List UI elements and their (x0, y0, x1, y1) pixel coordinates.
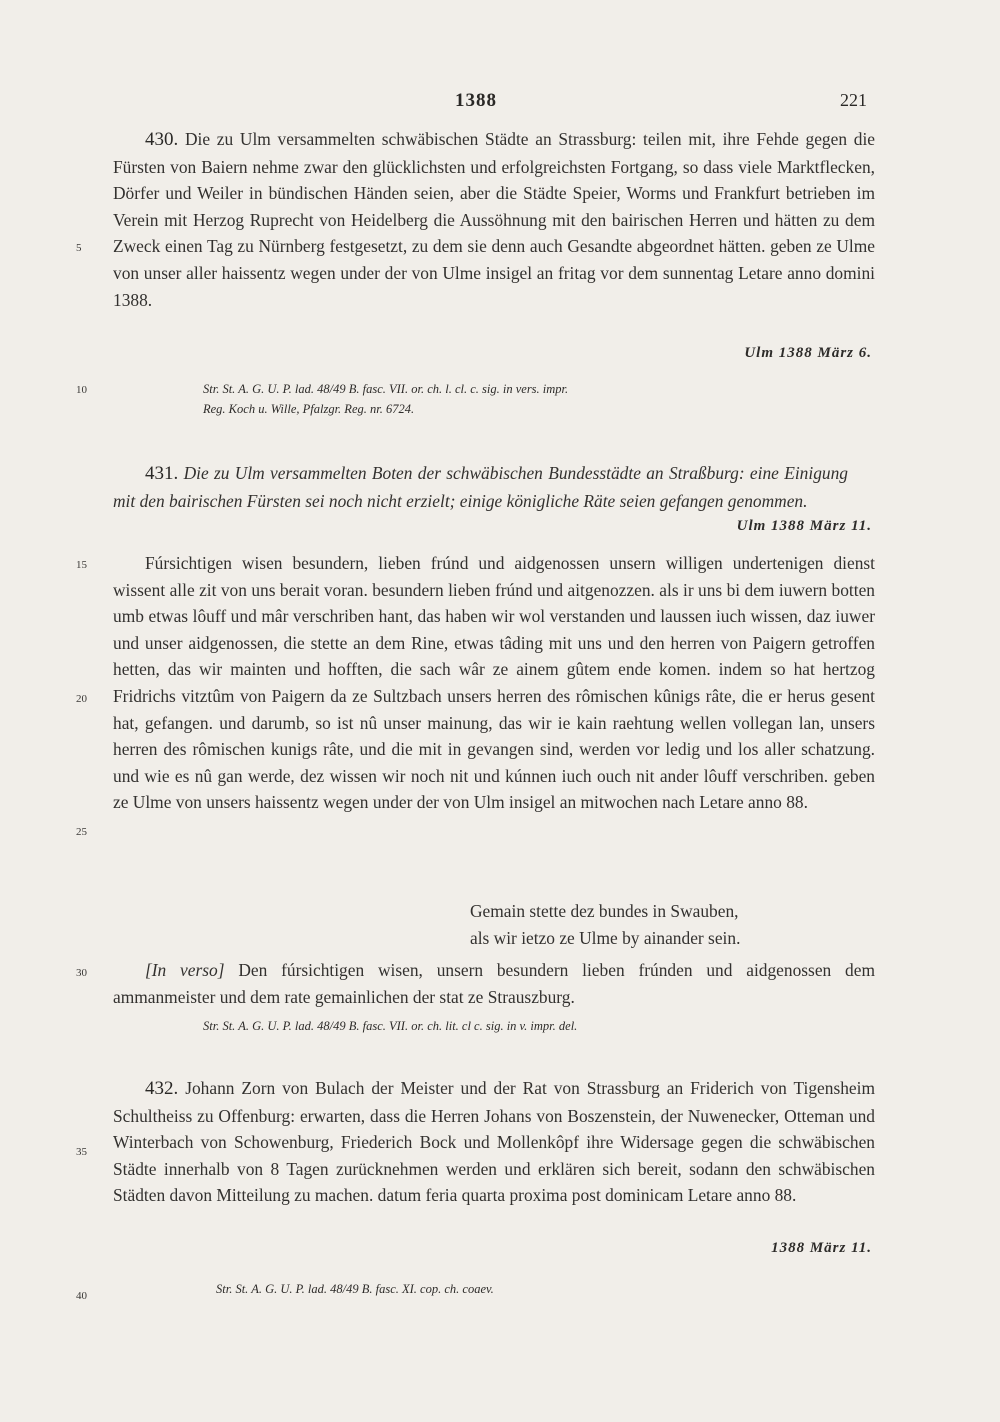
running-header-year: 1388 (455, 90, 497, 111)
document-431-closing-2: als wir ietzo ze Ulme by ainander sein. (470, 928, 741, 948)
document-431-verso-label: [In verso] (145, 960, 225, 980)
document-430-source-1: Str. St. A. G. U. P. lad. 48/49 B. fasc. VII. or. ch. l. cl. c. sig. in vers. impr. (203, 382, 569, 396)
document-number-430: 430. (145, 129, 179, 150)
document-432-text: Johann Zorn von Bulach der Meister und der Rat von Strassburg an Friderich von Tigensheim Schultheiss zu Offenburg: erwarten, dass die Herren Johans von Boszenstein, der Nuwenecker, Otteman und Winterbach von Schowenburg, Friederich Bock und Mollenkôpf ihre Widersage gegen die schwäbischen Städte innerhalb von 8 Tagen zurücknehmen werden und erklären sich bereit, sodann den schwäbischen Städten davon Mitteilung zu machen. datum feria quarta proxima post dominicam Letare anno 88. (113, 1078, 875, 1206)
line-number-5: 5 (76, 242, 82, 254)
line-number-35: 35 (76, 1146, 87, 1158)
line-number-20: 20 (76, 693, 87, 705)
document-430-source-2: Reg. Koch u. Wille, Pfalzgr. Reg. nr. 6724. (203, 402, 415, 416)
line-number-10: 10 (76, 384, 87, 396)
document-432-regest (113, 1075, 875, 1209)
document-431-closing-1: Gemain stette dez bundes in Swauben, (470, 901, 739, 921)
document-430-date: Ulm 1388 März 6. (744, 345, 872, 361)
page-number: 221 (840, 90, 867, 110)
document-431-summary: Die zu Ulm versammelten Boten der schwäbischen Bundesstädte an Straßburg: eine Einigung mit den bairischen Fürsten sei noch nicht erzielt; einige königliche Räte seien gefangen genommen. (113, 463, 848, 511)
document-number-431: 431. (145, 463, 179, 484)
document-431-date: Ulm 1388 März 11. (736, 518, 872, 534)
document-431-verso-text: Den fúrsichtigen wisen, unsern besundern lieben frúnden und aidgenossen dem ammanmeister und dem rate gemainlichen der stat ze Strauszburg. (113, 960, 875, 1007)
document-431-text: Fúrsichtigen wisen besundern, lieben frúnd und aidgenossen unsern willigen undertenigen dienst wissent alle zit von uns berait voran. besundern lieben frúnd und aitgenozzen. als ir uns bi dem iuwern botten umb etwas lôuff und mâr verschriben hant, das haben wir wol verstanden und laussen iuch wissen, daz iuwer und unser aidgenossen, die stette an dem Rine, etwas tâding mit uns und den herren von Paigern getroffen hetten, das wir mainten und hofften, die sach wâr ze ainem gûtem ende komen. indem so hat hertzog Fridrichs vitztûm von Paigern da ze Sultzbach unsers herren des rômischen kûnigs râte, die er herus gesent hat, gefangen. und darumb, so ist nû unser mainung, das wir ie kain raehtung wellen vollegan lan, unsers herren des rômischen kunigs râte, und die mit in gevangen sind, werden vor ledig und los aller schatzung. und wie es nû gan werde, dez wissen wir noch nit und kúnnen iuch ouch nit ander lôuff verschriben. geben ze Ulme von unsers haissentz wegen under der von Ulm insigel an mitwochen nach Letare anno 88. (113, 553, 875, 813)
document-432-source: Str. St. A. G. U. P. lad. 48/49 B. fasc. XI. cop. ch. coaev. (216, 1282, 494, 1296)
document-number-432: 432. (145, 1078, 179, 1099)
line-number-15: 15 (76, 559, 87, 571)
document-431-regest (113, 460, 848, 514)
document-431-source: Str. St. A. G. U. P. lad. 48/49 B. fasc. VII. or. ch. lit. cl c. sig. in v. impr. del. (203, 1019, 578, 1033)
line-number-30: 30 (76, 967, 87, 979)
line-number-40: 40 (76, 1290, 87, 1302)
document-432-date: 1388 März 11. (771, 1240, 872, 1256)
document-431-verso (113, 957, 875, 1010)
line-number-25: 25 (76, 826, 87, 838)
document-430-regest (113, 126, 875, 313)
document-430-text: Die zu Ulm versammelten schwäbischen Städte an Strassburg: teilen mit, ihre Fehde gegen die Fürsten von Baiern nehme zwar den glücklichsten und erfolgreichsten Fortgang, so dass viele Marktflecken, Dörfer und Weiler in bündischen Händen seien, aber die Städte Speier, Worms und Frankfurt betrieben im Verein mit Herzog Ruprecht von Heidelberg die Aussöhnung mit den bairischen Herren und hätten zu dem Zweck einen Tag zu Nürnberg festgesetzt, zu dem sie denn auch Gesandte abgeordnet hätten. geben ze Ulme von unser aller haissentz wegen under der von Ulme insigel an fritag vor dem sunnentag Letare anno domini 1388. (113, 129, 875, 310)
